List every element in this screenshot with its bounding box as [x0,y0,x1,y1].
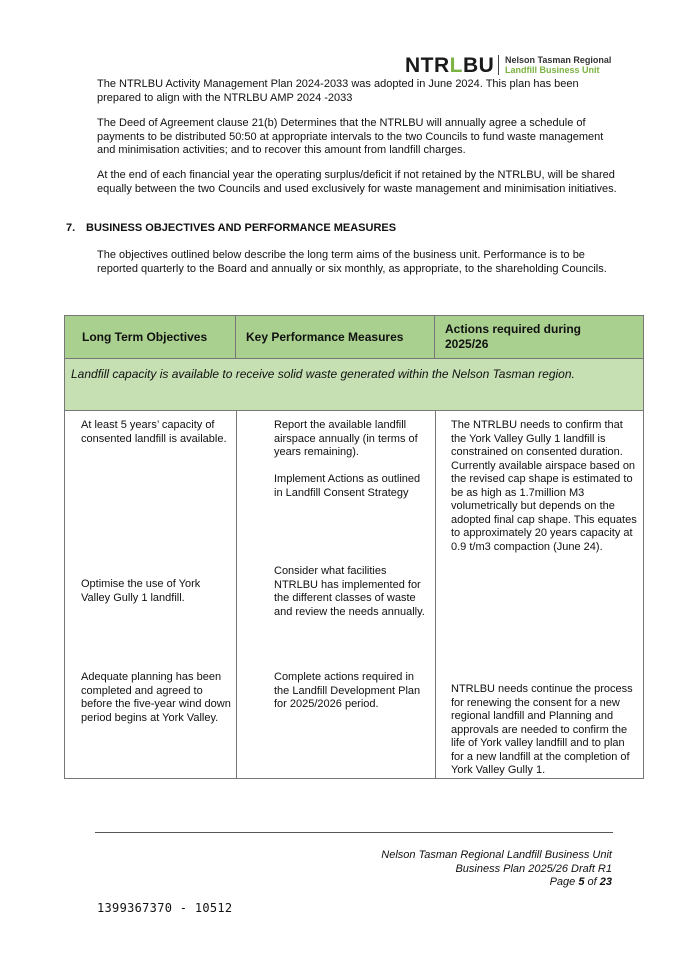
logo-subtitle-line1: Nelson Tasman Regional [505,55,612,65]
logo-subtitle-line2: Landfill Business Unit [505,65,600,75]
objectives-table [64,315,644,779]
paragraph-amp: The NTRLBU Activity Management Plan 2024-2033 was adopted in June 2024. This plan has been prepared to align with the NTRLBU AMP 2024 -2033 [97,78,579,104]
logo-mark-b: L [449,54,463,77]
footer-page-number [300,876,612,890]
measure-cell: Complete actions required in the Landfill Development Plan for 2025/2026 period. [274,671,421,710]
action-cell: The NTRLBU needs to confirm that the York Valley Gully 1 landfill is constrained on consented duration. Currently available airspace based on the revised cap shape is estimated to be as high as 1.7million M3 volumetrically but depends on the adopted final cap shape. This equates to approximately 20 years capacity at 0.9 t/m3 compaction (June 24). [451,419,637,553]
column-divider [236,411,237,778]
measure-cell: Implement Actions as outlined in Landfill Consent Strategy [274,473,421,499]
page-prefix: Page [549,876,579,888]
page-footer [300,849,612,890]
measure-cell: Report the available landfill airspace annually (in terms of years remaining). [274,419,418,458]
logo-separator [498,55,499,75]
document-id: 1399367370 - 10512 [97,901,233,915]
paragraph-deed: The Deed of Agreement clause 21(b) Determines that the NTRLBU will annually agree a schedule of payments to be distributed 50:50 at appropriate intervals to the two Councils to fund waste management and minimisation activities; and to recover this amount from landfill charges. [97,117,604,156]
section-number: 7. [66,222,76,234]
measure-cell: Consider what facilities NTRLBU has implemented for the different classes of waste and review the needs annually. [274,565,425,618]
page-of: of [584,876,600,888]
logo-mark-a: NTR [405,54,450,77]
footer-document: Business Plan 2025/26 Draft R1 [455,862,612,875]
ntrlbu-logo [405,52,620,80]
header-actions-required [435,316,643,358]
objective-cell: At least 5 years’ capacity of consented landfill is available. [81,419,227,445]
table-header-row [65,316,643,359]
section-title: BUSINESS OBJECTIVES AND PERFORMANCE MEASURES [86,222,397,234]
section-heading [66,222,396,236]
header-long-term-objectives: Long Term Objectives [65,316,236,358]
page-total: 23 [599,876,612,888]
column-divider [435,411,436,778]
table-band-row [65,359,643,411]
header-key-performance-measures: Key Performance Measures [236,316,435,358]
paragraph-objectives: The objectives outlined below describe the long term aims of the business unit. Performance is to be reported quarterly to the Board and annually or six monthly, as appropriate, to the shareholding Councils. [97,249,607,275]
band-text: Landfill capacity is available to receive solid waste generated within the Nelson Tasman region. [71,367,575,381]
header-actions-label: Actions required during 2025/26 [445,322,582,351]
footer-org: Nelson Tasman Regional Landfill Business Unit [381,849,612,861]
footer-rule [95,832,613,833]
paragraph-surplus: At the end of each financial year the operating surplus/deficit if not retained by the NTRLBU, will be shared equally between the two Councils and used exclusively for waste management and minimisation initiatives. [97,169,617,195]
objective-cell: Adequate planning has been completed and agreed to before the five-year wind down period begins at York Valley. [81,671,231,724]
page-current: 5 [578,876,585,888]
logo-wordmark [405,54,494,78]
action-cell: NTRLBU needs continue the process for renewing the consent for a new regional landfill and Planning and approvals are needed to confirm the life of York valley landfill and to plan for a new landfill at the completion of York Valley Gully 1. [451,683,633,776]
logo-mark-c: BU [463,54,495,77]
objective-cell: Optimise the use of York Valley Gully 1 landfill. [81,578,201,604]
